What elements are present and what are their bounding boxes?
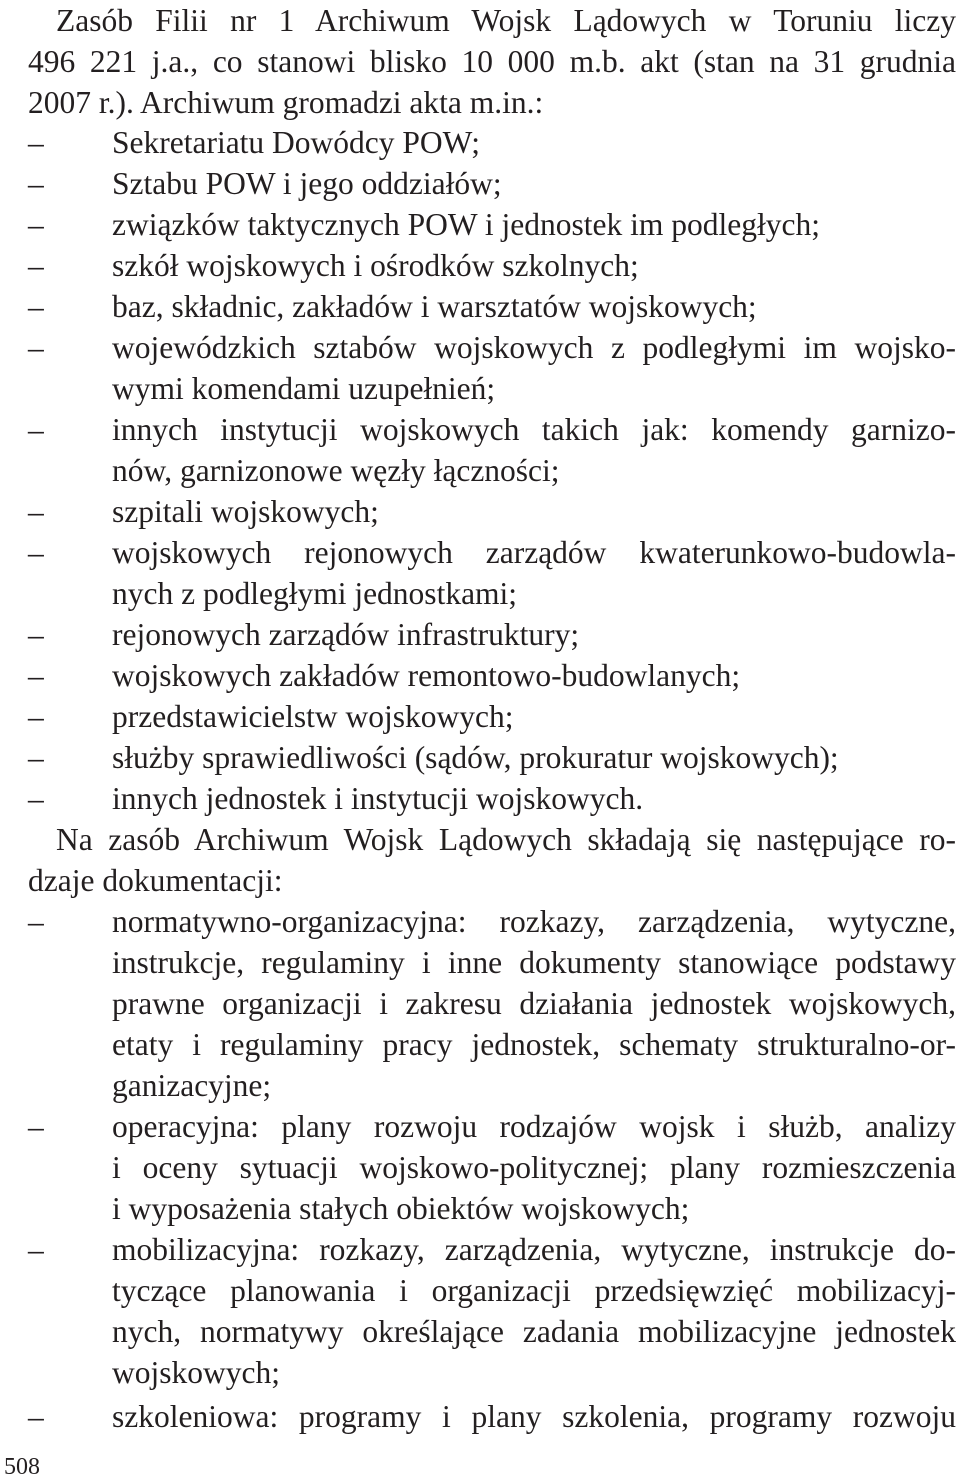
para2-line-2: dzaje dokumentacji:: [28, 863, 283, 898]
list2-item-2-line-1: operacyjna: plany rozwoju rodzajów wojsk i służb, analizy: [112, 1109, 956, 1144]
list1-item-12: przedstawicielstw wojskowych;: [112, 699, 514, 734]
list1-item-14-dash: –: [28, 781, 44, 816]
list1-item-6-dash: –: [28, 330, 44, 365]
list1-item-10-dash: –: [28, 617, 44, 652]
list1-item-9-line-2: nych z podległymi jednostkami;: [112, 576, 518, 611]
list1-item-2: Sztabu POW i jego oddziałów;: [112, 166, 502, 201]
list2-item-1-line-5: ganizacyjne;: [112, 1068, 272, 1103]
list1-item-9-line-1: wojskowych rejonowych zarządów kwaterunkowo-budowla-: [112, 535, 956, 570]
list1-item-13: służby sprawiedliwości (sądów, prokuratur wojskowych);: [112, 740, 839, 775]
list1-item-4-dash: –: [28, 248, 44, 283]
list2-item-2-line-3: i wyposażenia stałych obiektów wojskowych;: [112, 1191, 690, 1226]
list1-item-14: innych jednostek i instytucji wojskowych.: [112, 781, 644, 816]
list1-item-4: szkół wojskowych i ośrodków szkolnych;: [112, 248, 639, 283]
list1-item-13-dash: –: [28, 740, 44, 775]
page-number: 508: [4, 1454, 40, 1480]
list2-item-2-dash: –: [28, 1109, 44, 1144]
list1-item-2-dash: –: [28, 166, 44, 201]
list2-item-1-line-2: instrukcje, regulaminy i inne dokumenty stanowiące podstawy: [112, 945, 956, 980]
list1-item-7-line-2: nów, garnizonowe węzły łączności;: [112, 453, 560, 488]
list2-item-3-line-1: mobilizacyjna: rozkazy, zarządzenia, wytyczne, instrukcje do-: [112, 1232, 956, 1267]
list2-item-3-line-4: wojskowych;: [112, 1355, 280, 1390]
list2-item-1-line-1: normatywno-organizacyjna: rozkazy, zarządzenia, wytyczne,: [112, 904, 956, 939]
list1-item-3-dash: –: [28, 207, 44, 242]
list2-item-1-line-4: etaty i regulaminy pracy jednostek, schematy strukturalno-or-: [112, 1027, 956, 1062]
list1-item-8-dash: –: [28, 494, 44, 529]
list1-item-8: szpitali wojskowych;: [112, 494, 379, 529]
intro-line-3: 2007 r.). Archiwum gromadzi akta m.in.:: [28, 85, 544, 120]
intro-line-1: Zasób Filii nr 1 Archiwum Wojsk Lądowych w Toruniu liczy: [56, 3, 956, 38]
list1-item-3: związków taktycznych POW i jednostek im podległych;: [112, 207, 820, 242]
list1-item-9-dash: –: [28, 535, 44, 570]
list1-item-7-dash: –: [28, 412, 44, 447]
list2-item-3-line-3: nych, normatywy określające zadania mobilizacyjne jednostek: [112, 1314, 956, 1349]
list1-item-10: rejonowych zarządów infrastruktury;: [112, 617, 580, 652]
list1-item-5: baz, składnic, zakładów i warsztatów wojskowych;: [112, 289, 757, 324]
list1-item-6-line-1: wojewódzkich sztabów wojskowych z podległymi im wojsko-: [112, 330, 956, 365]
list2-item-4-line-1: szkoleniowa: programy i plany szkolenia, programy rozwoju: [112, 1399, 956, 1434]
list1-item-11-dash: –: [28, 658, 44, 693]
para2-line-1: Na zasób Archiwum Wojsk Lądowych składają się następujące ro-: [56, 822, 956, 857]
list1-item-6-line-2: wymi komendami uzupełnień;: [112, 371, 496, 406]
list2-item-3-dash: –: [28, 1232, 44, 1267]
list2-item-3-line-2: tyczące planowania i organizacji przedsięwzięć mobilizacyj-: [112, 1273, 956, 1308]
list1-item-5-dash: –: [28, 289, 44, 324]
list2-item-1-dash: –: [28, 904, 44, 939]
list1-item-12-dash: –: [28, 699, 44, 734]
list1-item-11: wojskowych zakładów remontowo-budowlanych;: [112, 658, 741, 693]
list2-item-4-dash: –: [28, 1399, 44, 1434]
list1-item-1: Sekretariatu Dowódcy POW;: [112, 125, 480, 160]
list1-item-1-dash: –: [28, 125, 44, 160]
list2-item-1-line-3: prawne organizacji i zakresu działania jednostek wojskowych,: [112, 986, 956, 1021]
intro-line-2: 496 221 j.a., co stanowi blisko 10 000 m.b. akt (stan na 31 grudnia: [28, 44, 956, 79]
list2-item-2-line-2: i oceny sytuacji wojskowo-politycznej; plany rozmieszczenia: [112, 1150, 956, 1185]
list1-item-7-line-1: innych instytucji wojskowych takich jak: komendy garnizo-: [112, 412, 956, 447]
